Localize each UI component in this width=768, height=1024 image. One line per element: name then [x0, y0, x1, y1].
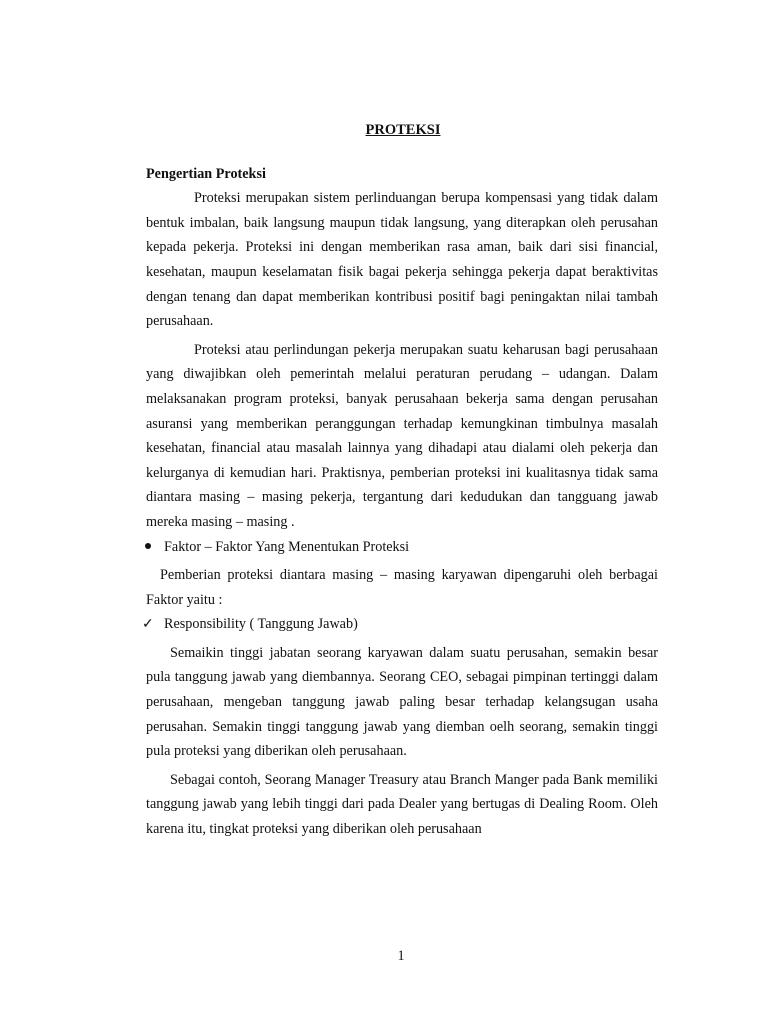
check-item-responsibility: [142, 612, 658, 637]
bullet-item-label: Faktor – Faktor Yang Menentukan Proteksi: [164, 538, 410, 555]
document-title: PROTEKSI: [365, 122, 441, 138]
bullet-item-factors: [146, 535, 658, 560]
paragraph-definition: Proteksi merupakan sistem perlinduangan berupa kompensasi yang tidak dalam bentuk imbalan, baik langsung maupun tidak langsung, yang diterapkan oleh perusahan kepada pekerja. Proteksi ini dengan memberikan rasa aman, baik dari sisi financial, kesehatan, maupun keselamatan fisik bagai pekerja sehingga pekerja dapat beraktivitas dengan tenang dan dapat memberikan kontribusi positif bagi peningaktan nilai tambah perusahaan.: [146, 190, 658, 330]
checkmark-icon: ✓: [142, 616, 154, 633]
check-item-label: Responsibility ( Tanggung Jawab): [164, 616, 358, 633]
page-number: 1: [397, 948, 405, 964]
paragraph-factors-intro: Pemberian proteksi diantara masing – masing karyawan dipengaruhi oleh berbagai Faktor yaitu :: [146, 567, 658, 608]
bullet-dot-icon: [140, 535, 156, 560]
section-heading: Pengertian Proteksi: [146, 165, 266, 182]
paragraph-obligation: Proteksi atau perlindungan pekerja merupakan suatu keharusan bagi perusahaan yang diwajibkan oleh pemerintah melalui peraturan perudang – udangan. Dalam melaksanakan program proteksi, banyak perusahaan bekerja sama dengan perusahan asuransi yang memberikan peranggungan terhadap kemungkinan timbulnya masalah kesehatan, financial atau masalah lainnya yang dihadapi atau dialami oleh pekerja dan kelurganya di kemudian hari. Praktisnya, pemberian proteksi ini kualitasnya tidak sama diantara masing – masing pekerja, tergantung dari kedudukan dan tangguang jawab mereka masing – masing .: [146, 341, 658, 530]
paragraph-example: Sebagai contoh, Seorang Manager Treasury atau Branch Manger pada Bank memiliki tanggung jawab yang lebih tinggi dari pada Dealer yang bertugas di Dealing Room. Oleh karena itu, tingkat proteksi yang diberikan oleh perusahaan: [146, 771, 658, 838]
document-body: [142, 118, 658, 842]
paragraph-responsibility: Semaikin tinggi jabatan seorang karyawan dalam suatu perusahan, semakin besar pula tanggung jawab yang diembannya. Seorang CEO, sebagai pimpinan tertinggi dalam perusahaan, mengeban tanggung jawab paling besar terhadap kelangsugan usaha perusahan. Semakin tinggi tanggung jawab yang diemban oelh seorang, semakin tinggi pula proteksi yang diberikan oleh perusahaan.: [146, 644, 658, 760]
